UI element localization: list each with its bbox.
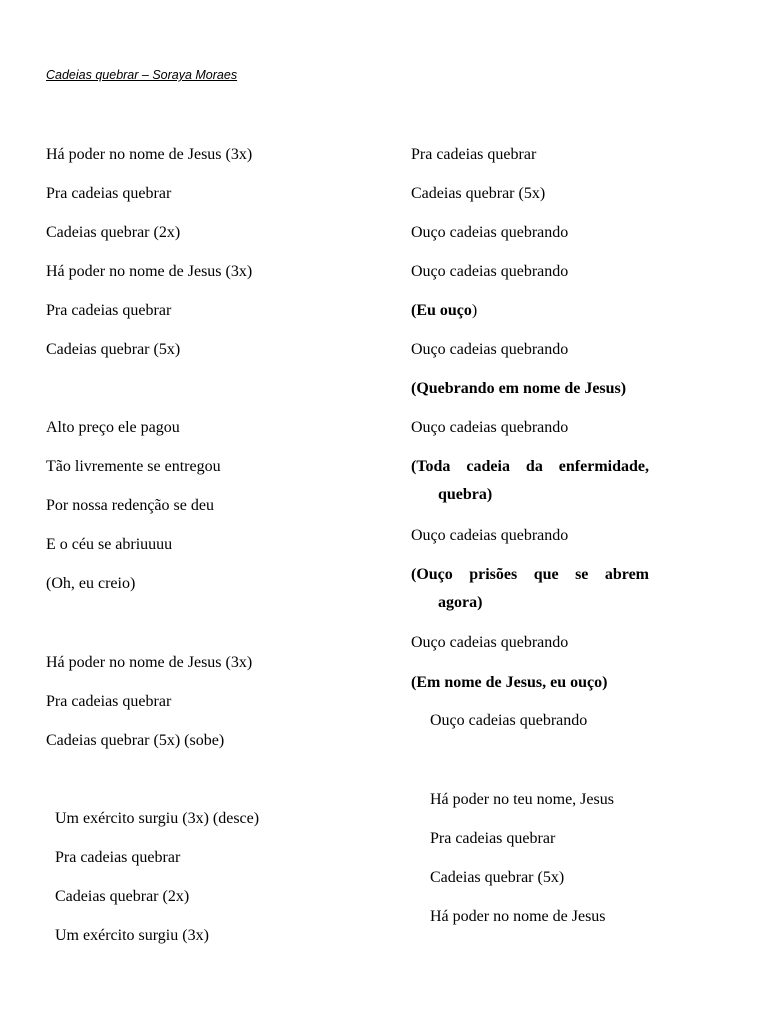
lyric-line: Alto preço ele pagou [46, 419, 180, 436]
lyric-line: Pra cadeias quebrar [411, 146, 537, 163]
lyric-line-bold-wrapped [411, 453, 649, 509]
lyric-line: Cadeias quebrar (5x) [430, 869, 565, 886]
lyric-line: Cadeias quebrar (2x) [55, 888, 190, 905]
lyric-line: Ouço cadeias quebrando [411, 634, 569, 651]
lyric-line: Há poder no nome de Jesus [430, 908, 606, 925]
lyric-line: Há poder no teu nome, Jesus [430, 791, 614, 808]
lyric-line-bold: (Quebrando em nome de Jesus) [411, 380, 627, 397]
lyric-line: Ouço cadeias quebrando [411, 419, 569, 436]
lyric-line: Pra cadeias quebrar [46, 302, 172, 319]
lyric-line [411, 301, 477, 321]
lyric-line: Há poder no nome de Jesus (3x) [46, 263, 253, 280]
lyric-line: Há poder no nome de Jesus (3x) [46, 654, 253, 671]
lyric-line: Há poder no nome de Jesus (3x) [46, 146, 253, 163]
lyric-line: Cadeias quebrar (5x) (sobe) [46, 732, 225, 749]
lyric-bold-part: (Eu ouço [411, 302, 472, 319]
lyric-line: Tão livremente se entregou [46, 458, 221, 475]
lyric-line: Um exército surgiu (3x) (desce) [55, 810, 260, 827]
lyric-line: Pra cadeias quebrar [55, 849, 181, 866]
lyric-line: Pra cadeias quebrar [46, 185, 172, 202]
lyric-line-bold: (Em nome de Jesus, eu ouço) [411, 674, 608, 691]
lyric-line: Pra cadeias quebrar [46, 693, 172, 710]
lyric-line-part: quebra) [438, 486, 493, 503]
lyric-line: Ouço cadeias quebrando [411, 224, 569, 241]
lyric-line: Ouço cadeias quebrando [411, 341, 569, 358]
lyric-line: Pra cadeias quebrar [430, 830, 556, 847]
lyric-line-part: (Toda cadeia da enfermidade, [411, 458, 649, 475]
song-title: Cadeias quebrar – Soraya Moraes [46, 68, 238, 82]
lyric-line: Cadeias quebrar (5x) [46, 341, 181, 358]
lyric-line-part: agora) [438, 594, 483, 611]
lyric-line: Ouço cadeias quebrando [411, 263, 569, 280]
lyric-line: Um exército surgiu (3x) [55, 927, 209, 944]
lyric-line-part: (Ouço prisões que se abrem [411, 566, 649, 583]
lyric-line-bold-wrapped [411, 561, 649, 617]
lyric-line: Cadeias quebrar (5x) [411, 185, 546, 202]
lyric-line: Por nossa redenção se deu [46, 497, 214, 514]
lyric-line: Ouço cadeias quebrando [430, 712, 588, 729]
lyric-tail: ) [471, 302, 478, 319]
lyric-line: Cadeias quebrar (2x) [46, 224, 181, 241]
lyric-line: (Oh, eu creio) [46, 575, 136, 592]
lyric-line: Ouço cadeias quebrando [411, 527, 569, 544]
lyric-line: E o céu se abriuuuu [46, 536, 173, 553]
